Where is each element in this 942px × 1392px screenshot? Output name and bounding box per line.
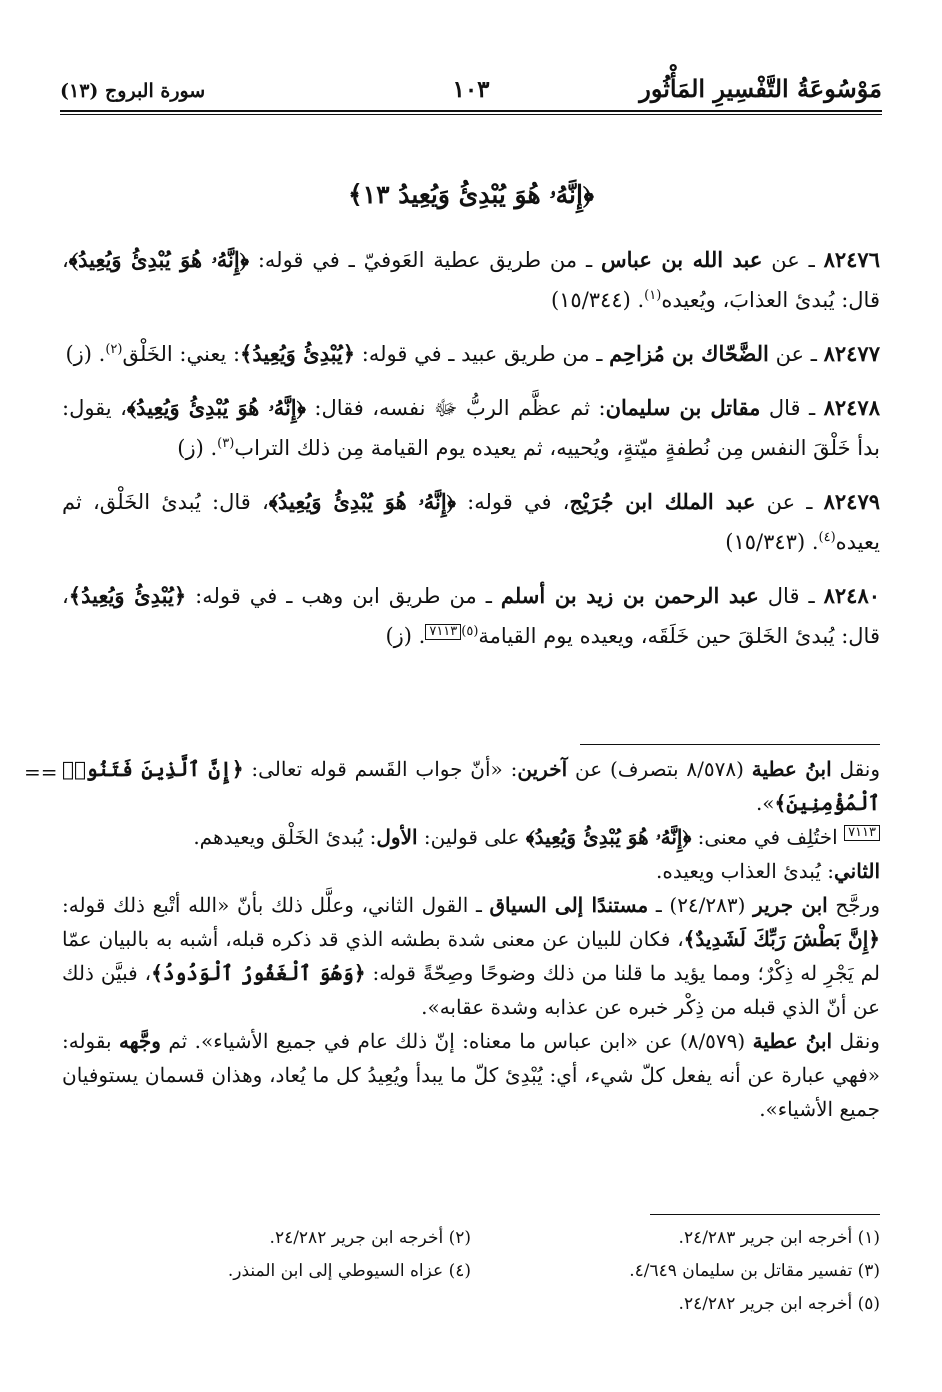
narration: ٨٢٤٧٧ ـ عن الضَّحّاك بن مُزاحِم ـ من طريق عبيد ـ في قوله: ﴿يُبْدِئُ وَيُعِيدُ﴾: يعني: الخَلْق$^{(٢)}$. (ز) [65,341,880,366]
footnote-ref[interactable]: (٢) [105,342,123,357]
narrator-name: عبد الملك ابن جُرَيْج [569,489,756,514]
quran-quote: ﴿يُبْدِئُ وَيُعِيدُ﴾ [68,583,187,608]
narrations [62,240,880,670]
footnote-ref[interactable]: (١) [644,288,662,303]
narration-number: ٨٢٤٨٠ [823,583,881,608]
header-rule [60,110,882,112]
quran-quote: ﴿إِنَّ بَطْشَ رَبِّكَ لَشَدِيدٌ﴾ [683,927,880,951]
page-number: ١٠٣ [442,76,499,103]
footnotes-left-column [62,1222,471,1288]
footnote-ref[interactable]: (٥) [461,624,479,639]
footnote: (٤) عزاه السيوطي إلى ابن المنذر. [227,1261,471,1281]
footnote-separator [650,1214,880,1215]
footnote: (١) أخرجه ابن جرير ٢٤/٢٨٣. [678,1228,880,1248]
commentary-ref-box[interactable]: ٧١١٣ [425,624,461,640]
header-rule-thin [60,114,882,115]
surah-label: سورة البروج (١٣) [60,80,206,102]
quran-quote: ﴿إِنَّ ٱلَّذِينَ فَتَنُوا۟ ٱلْمُؤْمِنِينَ﴾ [62,757,880,815]
verse-title: ﴿إِنَّهُۥ هُوَ يُبْدِئُ وَيُعِيدُ ١٣﴾ [347,180,594,209]
narrator-name: مقاتل بن سليمان [605,395,761,420]
narration: ٨٢٤٧٦ ـ عن عبد الله بن عباس ـ من طريق عطية العَوفيّ ـ في قوله: ﴿إِنَّهُۥ هُوَ يُبْدِئُ وَيُعِيدُ﴾، قال: يُبدئ العذابَ، ويُعيده$^{(١)}$. (١٥/٣٤٤) [62,247,880,312]
footnote: (٣) تفسير مقاتل بن سليمان ٤/٦٤٩. [629,1261,880,1281]
footnote: (٢) أخرجه ابن جرير ٢٤/٢٨٢. [269,1228,471,1248]
narration: ٨٢٤٧٨ ـ قال مقاتل بن سليمان: ثم عظَّم الربُّ ﷻ نفسه، فقال: ﴿إِنَّهُۥ هُوَ يُبْدِئُ وَيُعِيدُ﴾، يقول: بدأ خَلْقَ النفس مِن نُطفةٍ ميّتةٍ، ويُحييه، ثم يعيده يوم القيامة مِن ذلك التراب$^{(٣)}$. (ز) [62,395,880,460]
narrator-name: عبد الرحمن بن زيد بن أسلم [500,583,759,608]
note-paragraph: ورجَّح ابن جرير (٢٤/٢٨٣) ـ مستندًا إلى السياق ـ القول الثاني، وعلَّل ذلك بأنّ «الله أتْبع ذلك قوله: ﴿إِنَّ بَطْشَ رَبِّكَ لَشَدِيدٌ﴾، فكان للبيان عن معنى شدة بطشه الذي قد ذكره قبله، أشبه به بالبيان عمّا لم يَجْرِ له ذِكْرٌ؛ ومما يؤيد ما قلنا من ذلك وضوحًا وصِحّةً قوله: ﴿وَهُوَ ٱلْغَفُورُ ٱلْوَدُودُ﴾، فبيَّن ذلك عن أنّ الذي قبله من ذِكْر خبره عن عذابه وشدة عقابه». [62,893,880,1019]
narrator-name: الضَّحّاك بن مُزاحِم [609,341,769,366]
narrator-name: عبد الله بن عباس [600,247,763,272]
narration-number: ٨٢٤٧٩ [823,489,881,514]
narration-number: ٨٢٤٧٦ [823,247,880,272]
narration: ٨٢٤٧٩ ـ عن عبد الملك ابن جُرَيْج، في قوله: ﴿إِنَّهُۥ هُوَ يُبْدِئُ وَيُعِيدُ﴾، قال: يُبدئ الخَلْق، ثم يعيده$^{(٤)}$. (١٥/٣٤٣) [62,489,881,554]
quran-quote: ﴿وَهُوَ ٱلْغَفُورُ ٱلْوَدُودُ﴾ [151,961,366,985]
quran-quote: ﴿يُبْدِئُ وَيُعِيدُ﴾ [240,341,356,366]
narration: ٨٢٤٨٠ ـ قال عبد الرحمن بن زيد بن أسلم ـ من طريق ابن وهب ـ في قوله: ﴿يُبْدِئُ وَيُعِيدُ﴾، قال: يُبدئ الخَلقَ حين خَلَقَه، ويعيده يوم القيامة$^{(٥)}$٧١١٣. (ز) [62,583,881,648]
commentary-separator [580,744,880,745]
continuation-mark: == [24,760,58,784]
footnote: (٥) أخرجه ابن جرير ٢٤/٢٨٢. [678,1294,880,1314]
footnotes-right-column [471,1222,880,1321]
note-paragraph: ٧١١٣ اختُلِف في معنى: ﴿إِنَّهُۥ هُوَ يُبْدِئُ وَيُعِيدُ﴾ على قولين: الأول: يُبدئ الخَلْق ويعيدهم. [62,820,880,854]
quran-quote: ﴿إِنَّهُۥ هُوَ يُبْدِئُ وَيُعِيدُ﴾ [268,489,456,514]
page-header [60,70,882,114]
footnote-ref[interactable]: (٣) [217,436,235,451]
narration-number: ٨٢٤٧٨ [823,395,880,420]
narration-number: ٨٢٤٧٧ [823,341,880,366]
commentary-notes [62,752,880,1126]
book-title: مَوْسُوعَةُ التَّفْسِيرِ المَأْثُور [639,74,882,103]
footnote-ref[interactable]: (٤) [818,530,836,545]
commentary-number-box: ٧١١٣ [844,825,880,841]
quran-quote: ﴿إِنَّهُۥ هُوَ يُبْدِئُ وَيُعِيدُ﴾ [525,825,692,849]
quran-quote: ﴿إِنَّهُۥ هُوَ يُبْدِئُ وَيُعِيدُ﴾ [126,395,306,420]
note-paragraph: ونقل ابنُ عطية (٨/٥٧٩) عن «ابن عباس ما معناه: إنّ ذلك عام في جميع الأشياء». ثم وجَّهه بقوله: «فهي عبارة عن أنه يفعل كلّ شيء، أي: يُبْدِئ كلّ ما يبدأ ويُعِيدُ كل ما يُعاد، وهذان قسمان يستوفيان جميع الأشياء». [62,1029,880,1121]
quran-quote: ﴿إِنَّهُۥ هُوَ يُبْدِئُ وَيُعِيدُ﴾ [68,247,250,272]
note-paragraph: ونقل ابنُ عطية (٨/٥٧٨ بتصرف) عن آخرين: «أنّ جواب القَسم قوله تعالى: ﴿إِنَّ ٱلَّذِينَ فَتَنُوا۟ ٱلْمُؤْمِنِينَ﴾». [62,757,880,815]
note-paragraph: الثاني: يُبدئ العذاب ويعيده. [655,859,880,883]
